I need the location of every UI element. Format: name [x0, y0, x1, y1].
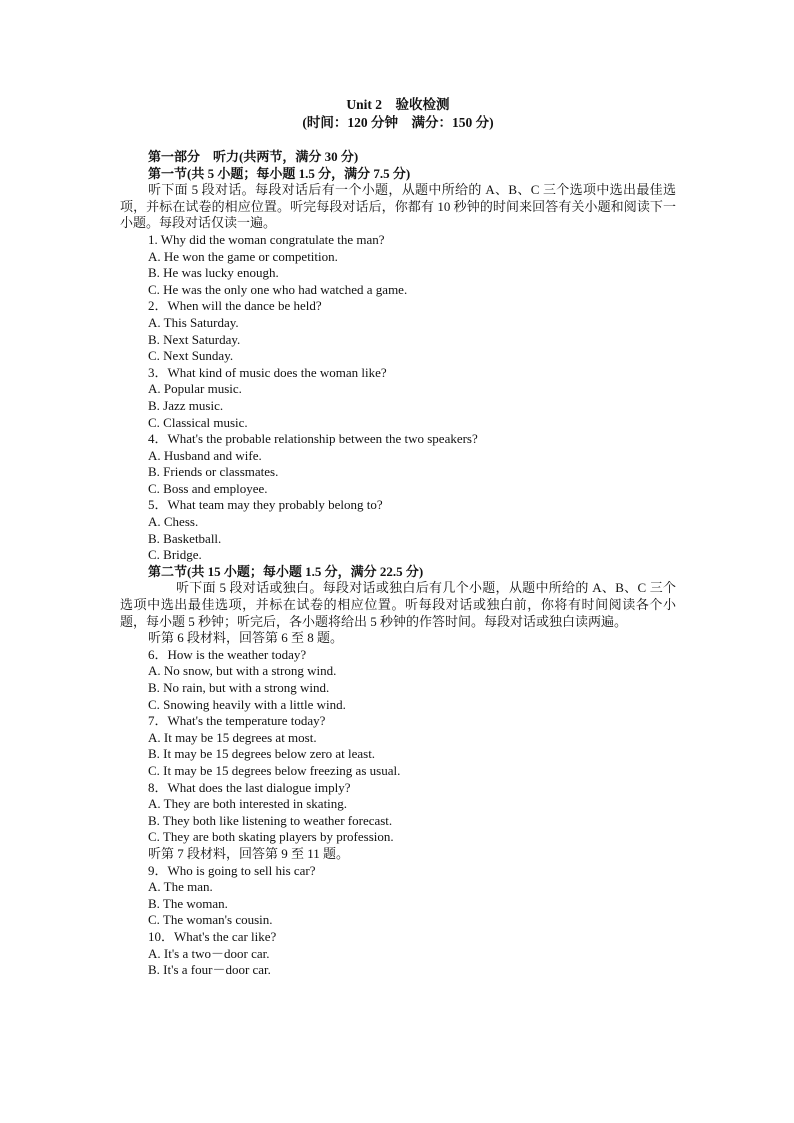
- option-8a: A. They are both interested in skating.: [148, 796, 348, 812]
- option-6c: C. Snowing heavily with a little wind.: [148, 696, 346, 712]
- option-6a: A. No snow, but with a strong wind.: [148, 663, 337, 679]
- section2-heading: 第二节(共 15 小题；每小题 1.5 分，满分 22.5 分): [148, 563, 424, 579]
- option-7b: B. It may be 15 degrees below zero at least.: [148, 746, 376, 762]
- option-3c: C. Classical music.: [148, 414, 248, 430]
- option-5a: A. Chess.: [148, 514, 199, 530]
- material-6-instruction: 听第 6 段材料，回答第 6 至 8 题。: [148, 630, 344, 646]
- question-2: 2．When will the dance be held?: [148, 298, 322, 314]
- option-3b: B. Jazz music.: [148, 397, 224, 413]
- option-2a: A. This Saturday.: [148, 314, 239, 330]
- option-9b: B. The woman.: [148, 895, 228, 911]
- question-9: 9．Who is going to sell his car?: [148, 862, 316, 878]
- section1-heading: 第一节(共 5 小题；每小题 1.5 分，满分 7.5 分): [148, 165, 411, 181]
- question-4: 4．What's the probable relationship between the two speakers?: [148, 431, 478, 447]
- option-4b: B. Friends or classmates.: [148, 464, 279, 480]
- material-7-instruction: 听第 7 段材料，回答第 9 至 11 题。: [148, 845, 350, 861]
- doc-subtitle: (时间：120 分钟 满分：150 分): [302, 115, 494, 130]
- doc-title: Unit 2 验收检测: [346, 97, 450, 112]
- question-1: 1. Why did the woman congratulate the man?: [148, 231, 385, 247]
- option-4a: A. Husband and wife.: [148, 447, 262, 463]
- option-8c: C. They are both skating players by profession.: [148, 829, 394, 845]
- part1-heading: 第一部分 听力(共两节，满分 30 分): [148, 149, 359, 164]
- option-9c: C. The woman's cousin.: [148, 912, 273, 928]
- option-2b: B. Next Saturday.: [148, 331, 241, 347]
- question-6: 6．How is the weather today?: [148, 646, 307, 662]
- option-10a: A. It's a two－door car.: [148, 945, 270, 961]
- option-5b: B. Basketball.: [148, 530, 222, 546]
- option-5c: C. Bridge.: [148, 547, 202, 563]
- option-7a: A. It may be 15 degrees at most.: [148, 729, 317, 745]
- question-10: 10．What's the car like?: [148, 928, 277, 944]
- document-body: [120, 96, 676, 979]
- option-7c: C. It may be 15 degrees below freezing as usual.: [148, 762, 401, 778]
- section1-instructions: 听下面 5 段对话。每段对话后有一个小题，从题中所给的 A、B、C 三个选项中选出最佳选项，并标在试卷的相应位置。听完每段对话后，你都有 10 秒钟的时间来回答有关小题和阅读下一小题。每段对话仅读一遍。: [120, 182, 676, 231]
- option-1c: C. He was the only one who had watched a game.: [148, 281, 408, 297]
- question-3: 3．What kind of music does the woman like?: [148, 364, 387, 380]
- option-2c: C. Next Sunday.: [148, 348, 234, 364]
- option-8b: B. They both like listening to weather forecast.: [148, 812, 393, 828]
- option-10b: B. It's a four－door car.: [148, 962, 271, 978]
- option-1a: A. He won the game or competition.: [148, 248, 338, 264]
- question-5: 5．What team may they probably belong to?: [148, 497, 383, 513]
- option-1b: B. He was lucky enough.: [148, 265, 279, 281]
- section2-instructions: 听下面 5 段对话或独白。每段对话或独白后有几个小题，从题中所给的 A、B、C 三个选项中选出最佳选项，并标在试卷的相应位置。听每段对话或独白前，你将有时间阅读各个小题，每小题 5 秒钟；听完后，各小题将给出 5 秒钟的作答时间。每段对话或独白读两遍。: [120, 580, 676, 629]
- option-6b: B. No rain, but with a strong wind.: [148, 680, 330, 695]
- option-3a: A. Popular music.: [148, 381, 242, 397]
- option-4c: C. Boss and employee.: [148, 480, 268, 496]
- question-8: 8．What does the last dialogue imply?: [148, 779, 351, 795]
- option-9a: A. The man.: [148, 879, 213, 895]
- question-7: 7．What's the temperature today?: [148, 713, 326, 729]
